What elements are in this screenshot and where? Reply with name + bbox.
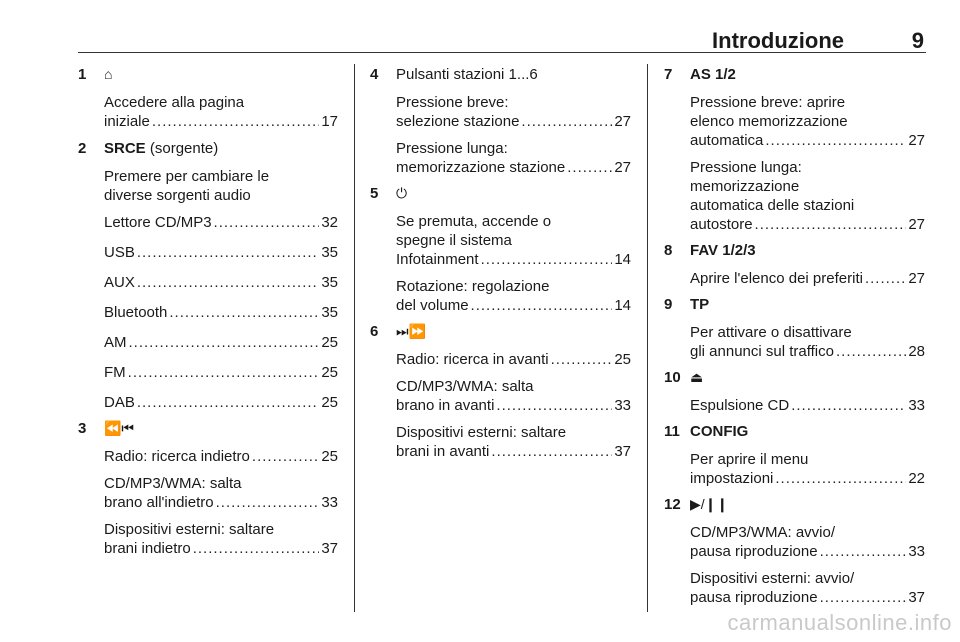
entry-number: 3 [78,420,87,437]
button-label: AS 1/2 [690,66,736,83]
entry-description: Pressione breve: aprire elenco memorizzazione automatica ..... 27 [690,93,925,150]
entry-description: Rotazione: regolazione del volume ..... 14 [396,277,631,315]
index-line: pausa riproduzione ..... 37 [690,588,925,607]
button-label: TP [690,296,710,313]
index-line: gli annunci sul traffico ..... 28 [690,342,925,361]
button-label: CONFIG [690,423,749,440]
list-item: AM ..... 25 [104,333,338,352]
index-line: pausa riproduzione ..... 33 [690,542,925,561]
power-icon: ⏻ [396,185,408,201]
column-divider [647,64,648,612]
entry-number: 7 [664,66,673,83]
entry-description [104,447,338,466]
index-line: impostazioni ..... 22 [690,469,925,488]
index-line: brano all'indietro ..... 33 [104,493,338,512]
page-ref: 17 [321,113,338,130]
index-line: memorizzazione stazione ..... 27 [396,158,631,177]
entry-11 [664,421,925,488]
entry-description: Dispositivi esterni: saltare brani in avanti ..... 37 [396,423,631,461]
list-item: Lettore CD/MP3 ..... 32 [104,213,338,232]
list-item: DAB ..... 25 [104,393,338,412]
play-pause-icon: ▶/❙❙ [690,496,729,512]
index-line: brano in avanti ..... 33 [396,396,631,415]
entry-6 [370,321,631,461]
entry-number: 11 [664,423,680,440]
list-item: Bluetooth ..... 35 [104,303,338,322]
list-item: AUX ..... 35 [104,273,338,292]
index-line: brani indietro ..... 37 [104,539,338,558]
entry-description: CD/MP3/WMA: salta brano all'indietro ..... 33 [104,474,338,512]
entry-number: 6 [370,323,379,340]
entry-1 [78,64,338,131]
index-line: Infotainment ..... 14 [396,250,631,269]
button-label: SRCE [104,140,146,157]
entry-number: 8 [664,242,673,259]
entry-7 [664,64,925,234]
entry-number: 1 [78,66,87,83]
entry-description: Dispositivi esterni: avvio/ pausa riproduzione ..... 37 [690,569,925,607]
entry-description [396,350,631,369]
column-2 [370,64,631,461]
column-3 [664,64,925,607]
index-line: brani in avanti ..... 37 [396,442,631,461]
entry-description: CD/MP3/WMA: avvio/ pausa riproduzione ..... 33 [690,523,925,561]
home-icon: ⌂ [104,66,113,82]
entry-3 [78,418,338,558]
index-line: del volume ..... 14 [396,296,631,315]
column-divider [354,64,355,612]
entry-number: 2 [78,140,87,157]
index-line: Aprire l'elenco dei preferiti ..... 27 [690,269,925,288]
list-item: FM ..... 25 [104,363,338,382]
entry-12 [664,494,925,607]
entry-5 [370,183,631,315]
entry-description: Pressione lunga: memorizzazione stazione ..... 27 [396,139,631,177]
entry-number: 12 [664,496,681,513]
index-line: automatica ..... 27 [690,131,925,150]
entry-description: Accedere alla pagina iniziale ..... 17 [104,93,338,131]
entry-description [690,396,925,415]
index-line: autostore ..... 27 [690,215,925,234]
list-item: USB ..... 35 [104,243,338,262]
entry-description: Pressione breve: selezione stazione ..... 27 [396,93,631,131]
entry-description: Premere per cambiare le diverse sorgenti audio [104,168,270,204]
index-line: Radio: ricerca in avanti ..... 25 [396,350,631,369]
entry-description: Pressione lunga: memorizzazione automatica delle stazioni autostore ..... 27 [690,158,925,234]
page-number: 9 [911,28,924,53]
entry-description: CD/MP3/WMA: salta brano in avanti ..... 33 [396,377,631,415]
entry-number: 10 [664,369,681,386]
index-line: Radio: ricerca indietro ..... 25 [104,447,338,466]
page-title: Introduzione [712,28,844,53]
button-label: FAV 1/2/3 [690,242,756,259]
index-line: iniziale ..... 17 [104,112,338,131]
entry-8 [664,240,925,288]
column-1 [78,64,338,558]
seek-forward-icon: ⏭⏩ [396,323,427,339]
entry-9 [664,294,925,361]
entry-description: Per aprire il menu impostazioni ..... 22 [690,450,925,488]
watermark: carmanualsonline.info [727,610,952,635]
entry-description: Se premuta, accende o spegne il sistema Infotainment ..... 14 [396,212,631,269]
entry-description: Per attivare o disattivare gli annunci sul traffico ..... 28 [690,323,925,361]
entry-number: 5 [370,185,379,202]
index-line: Espulsione CD ..... 33 [690,396,925,415]
entry-number: 4 [370,66,379,83]
entry-4: 4 Pulsanti stazioni 1...6 Pressione breve: selezione stazione ..... 27 Pressione lunga: memorizzazione stazione ..... 27 [370,64,631,177]
page-header [78,26,926,53]
entry-description: Dispositivi esterni: saltare brani indietro ..... 37 [104,520,338,558]
seek-back-icon: ⏪⏮ [104,420,135,436]
entry-10 [664,367,925,415]
source-list [104,213,338,412]
entry-number: 9 [664,296,673,313]
index-line: selezione stazione ..... 27 [396,112,631,131]
entry-2: 2 SRCE (sorgente) Premere per cambiare le diverse sorgenti audio Lettore CD/MP3 ..... 32 USB ..... 35 AUX ..... 35 Bluetooth ..... 35 AM ..... 25 FM ..... 25 DAB ..... 25 [78,138,338,412]
entry-description [690,269,925,288]
eject-icon: ⏏ [690,369,704,385]
